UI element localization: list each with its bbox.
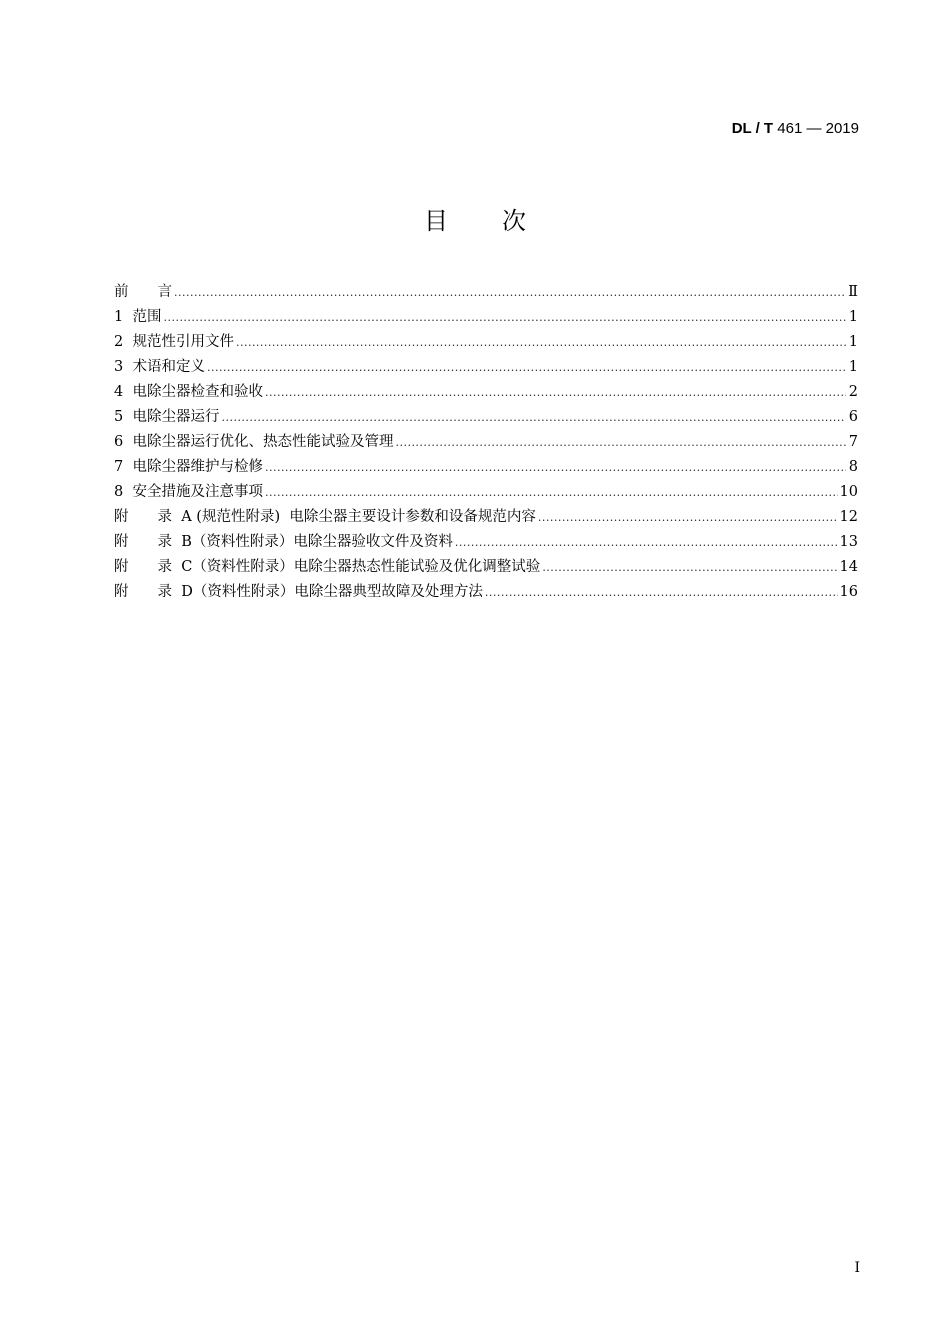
toc-entry-label: 7 电除尘器维护与检修	[114, 459, 263, 475]
title-char-1: 目	[424, 207, 448, 235]
toc-entry-4[interactable]	[114, 380, 858, 405]
toc-entry-label: 附 录 D（资料性附录）电除尘器典型故障及处理方法	[114, 584, 483, 600]
page-title	[0, 201, 950, 236]
title-char-2: 次	[502, 207, 526, 235]
page-number: I	[854, 1260, 860, 1276]
toc-entry-page: 13	[839, 534, 858, 550]
toc-entry-page: 1	[848, 309, 858, 325]
toc-entry-appendix-b[interactable]	[114, 530, 858, 555]
table-of-contents	[114, 280, 858, 605]
dot-leader	[542, 555, 837, 580]
dot-leader	[265, 480, 838, 505]
toc-entry-page: 16	[839, 584, 858, 600]
toc-entry-6[interactable]	[114, 430, 858, 455]
dot-leader	[455, 530, 838, 555]
dot-leader	[174, 280, 846, 305]
toc-entry-page: 1	[848, 334, 858, 350]
toc-entry-label: 附 录 A (规范性附录) 电除尘器主要设计参数和设备规范内容	[114, 509, 536, 525]
toc-entry-5[interactable]	[114, 405, 858, 430]
toc-entry-8[interactable]	[114, 480, 858, 505]
dot-leader	[265, 380, 846, 405]
toc-entry-2[interactable]	[114, 330, 858, 355]
toc-entry-page: 14	[839, 559, 858, 575]
toc-entry-label: 附 录 B（资料性附录）电除尘器验收文件及资料	[114, 534, 453, 550]
toc-entry-page: 7	[848, 434, 858, 450]
dot-leader	[221, 405, 846, 430]
toc-entry-1[interactable]	[114, 305, 858, 330]
dot-leader	[538, 505, 838, 530]
toc-entry-label: 5 电除尘器运行	[114, 409, 220, 425]
toc-entry-page: Ⅱ	[848, 284, 858, 300]
toc-entry-page: 10	[839, 484, 858, 500]
toc-entry-label: 前 言	[114, 284, 172, 300]
toc-entry-label: 1 范围	[114, 309, 162, 325]
toc-entry-label: 4 电除尘器检查和验收	[114, 384, 263, 400]
toc-entry-appendix-a[interactable]	[114, 505, 858, 530]
dot-leader	[485, 580, 838, 605]
standard-code	[732, 120, 859, 137]
toc-entry-label: 3 术语和定义	[114, 359, 205, 375]
toc-entry-foreword[interactable]	[114, 280, 858, 305]
toc-entry-page: 8	[848, 459, 858, 475]
toc-entry-3[interactable]	[114, 355, 858, 380]
toc-entry-page: 1	[848, 359, 858, 375]
toc-entry-page: 6	[848, 409, 858, 425]
dot-leader	[395, 430, 846, 455]
dot-leader	[265, 455, 846, 480]
toc-entry-7[interactable]	[114, 455, 858, 480]
standard-prefix: DL / T	[731, 120, 774, 137]
dot-leader	[163, 305, 846, 330]
toc-entry-label: 8 安全措施及注意事项	[114, 484, 263, 500]
standard-number: 461 — 2019	[773, 120, 859, 137]
toc-entry-page: 12	[839, 509, 858, 525]
dot-leader	[207, 355, 846, 380]
toc-entry-label: 附 录 C（资料性附录）电除尘器热态性能试验及优化调整试验	[114, 559, 541, 575]
toc-entry-label: 2 规范性引用文件	[114, 334, 234, 350]
toc-entry-appendix-d[interactable]	[114, 580, 858, 605]
toc-entry-page: 2	[848, 384, 858, 400]
dot-leader	[236, 330, 846, 355]
toc-entry-appendix-c[interactable]	[114, 555, 858, 580]
toc-entry-label: 6 电除尘器运行优化、热态性能试验及管理	[114, 434, 394, 450]
